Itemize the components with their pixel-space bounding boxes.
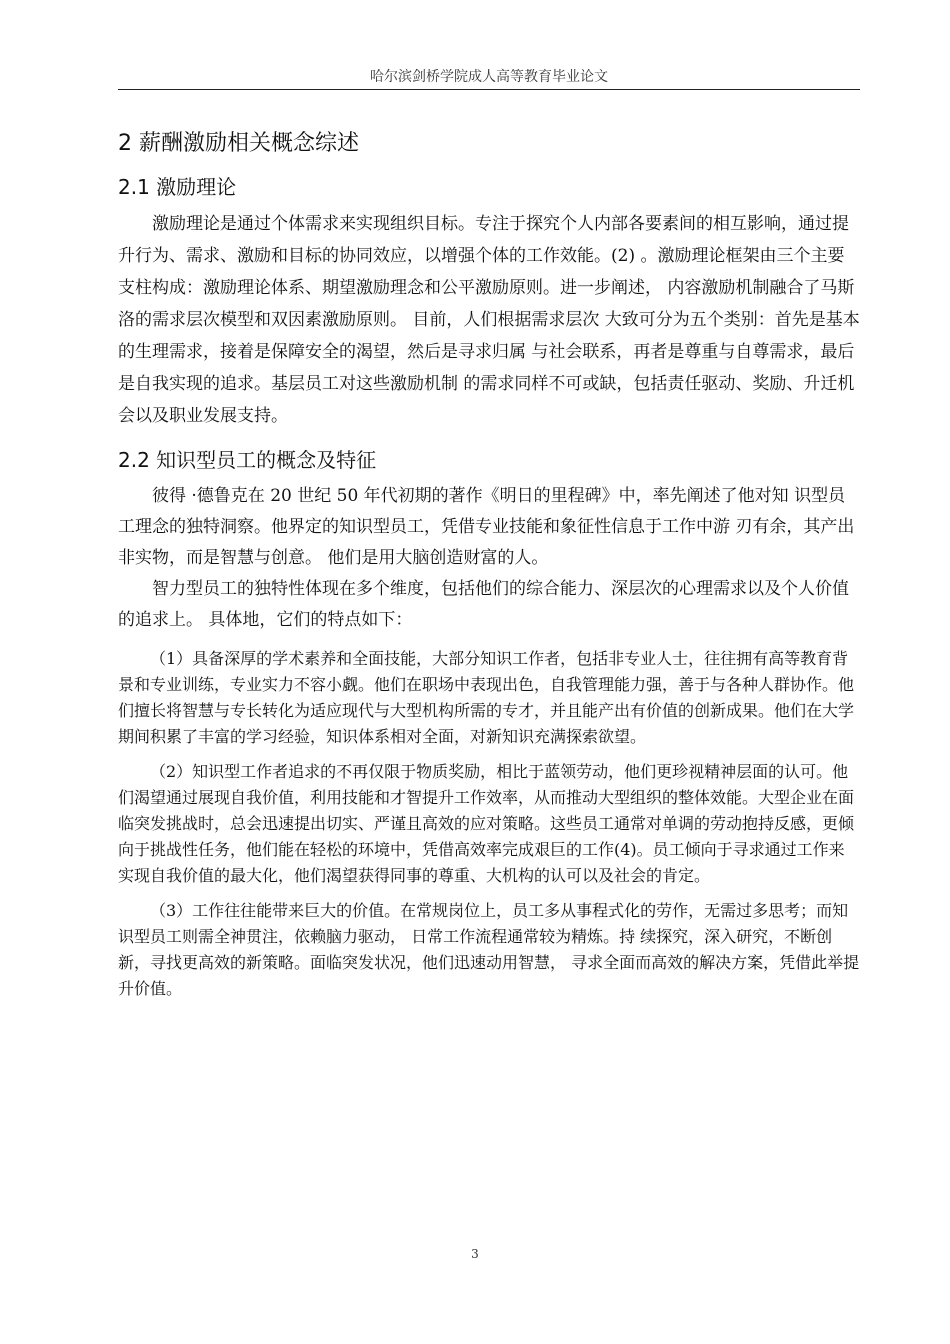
section-2-2-paragraph-1: 彼得 ·德鲁克在 20 世纪 50 年代初期的著作《明日的里程碑》中，率先阐述了他对知 识型员工理念的独特洞察。他界定的知识型员工，凭借专业技能和象征性信息于工作中游 刃有余，其产出非实物，而是智慧与创意。 他们是用大脑创造财富的人。 xyxy=(118,486,855,568)
section-2-1-title: 2.1 激励理论 xyxy=(118,175,237,199)
section-2-1-paragraph: 激励理论是通过个体需求来实现组织目标。专注于探究个人内部各要素间的相互影响，通过提升行为、需求、激励和目标的协同效应，以增强个体的工作效能。(2) 。激励理论框架由三个主要支柱构成：激励理论体系、期望激励理念和公平激励原则。进一步阐述， 内容激励机制融合了马斯洛的需求层次模型和双因素激励原则。 目前，人们根据需求层次 大致可分为五个类别：首先是基本的生理需求，接着是保障安全的渴望，然后是寻求归属 与社会联系，再者是尊重与自尊需求，最后是自我实现的追求。基层员工对这些激励机制 的需求同样不可或缺，包括责任驱动、奖励、升迁机会以及职业发展支持。 xyxy=(118,214,860,426)
list-item-1: （1）具备深厚的学术素养和全面技能，大部分知识工作者，包括非专业人士，往往拥有高等教育背景和专业训练，专业实力不容小觑。他们在职场中表现出色，自我管理能力强，善于与各种人群协作。他们擅长将智慧与专长转化为适应现代与大型机构所需的专才，并且能产出有价值的创新成果。他们在大学期间积累了丰富的学习经验，知识体系相对全面，对新知识充满探索欲望。 xyxy=(118,649,855,746)
section-2-2-paragraph-2: 智力型员工的独特性体现在多个维度，包括他们的综合能力、深层次的心理需求以及个人价值的追求上。 具体地，它们的特点如下： xyxy=(118,579,849,630)
list-item-3: （3）工作往往能带来巨大的价值。在常规岗位上，员工多从事程式化的劳作，无需过多思考；而知识型员工则需全神贯注，依赖脑力驱动， 日常工作流程通常较为精炼。持 续探究，深入研究，不断创新，寻找更高效的新策略。面临突发状况，他们迅速动用智慧， 寻求全面而高效的解决方案，凭借此举提升价值。 xyxy=(118,901,860,998)
chapter-title: 2 薪酬激励相关概念综述 xyxy=(118,131,359,156)
section-2-2-title: 2.2 知识型员工的概念及特征 xyxy=(118,448,377,472)
page-number: 3 xyxy=(471,1247,479,1261)
list-item-2: （2）知识型工作者追求的不再仅限于物质奖励，相比于蓝领劳动，他们更珍视精神层面的认可。他们渴望通过展现自我价值，利用技能和才智提升工作效率，从而推动大型组织的整体效能。大型企业在面临突发挑战时，总会迅速提出切实、严谨且高效的应对策略。这些员工通常对单调的劳动抱持反感，更倾向于挑战性任务，他们能在轻松的环境中，凭借高效率完成艰巨的工作(4)。员工倾向于寻求通过工作来实现自我价值的最大化，他们渴望获得同事的尊重、大机构的认可以及社会的肯定。 xyxy=(118,762,855,885)
page-header: 哈尔滨剑桥学院成人高等教育毕业论文 xyxy=(370,69,608,85)
page-content xyxy=(118,120,860,1011)
header-rule xyxy=(118,89,860,90)
